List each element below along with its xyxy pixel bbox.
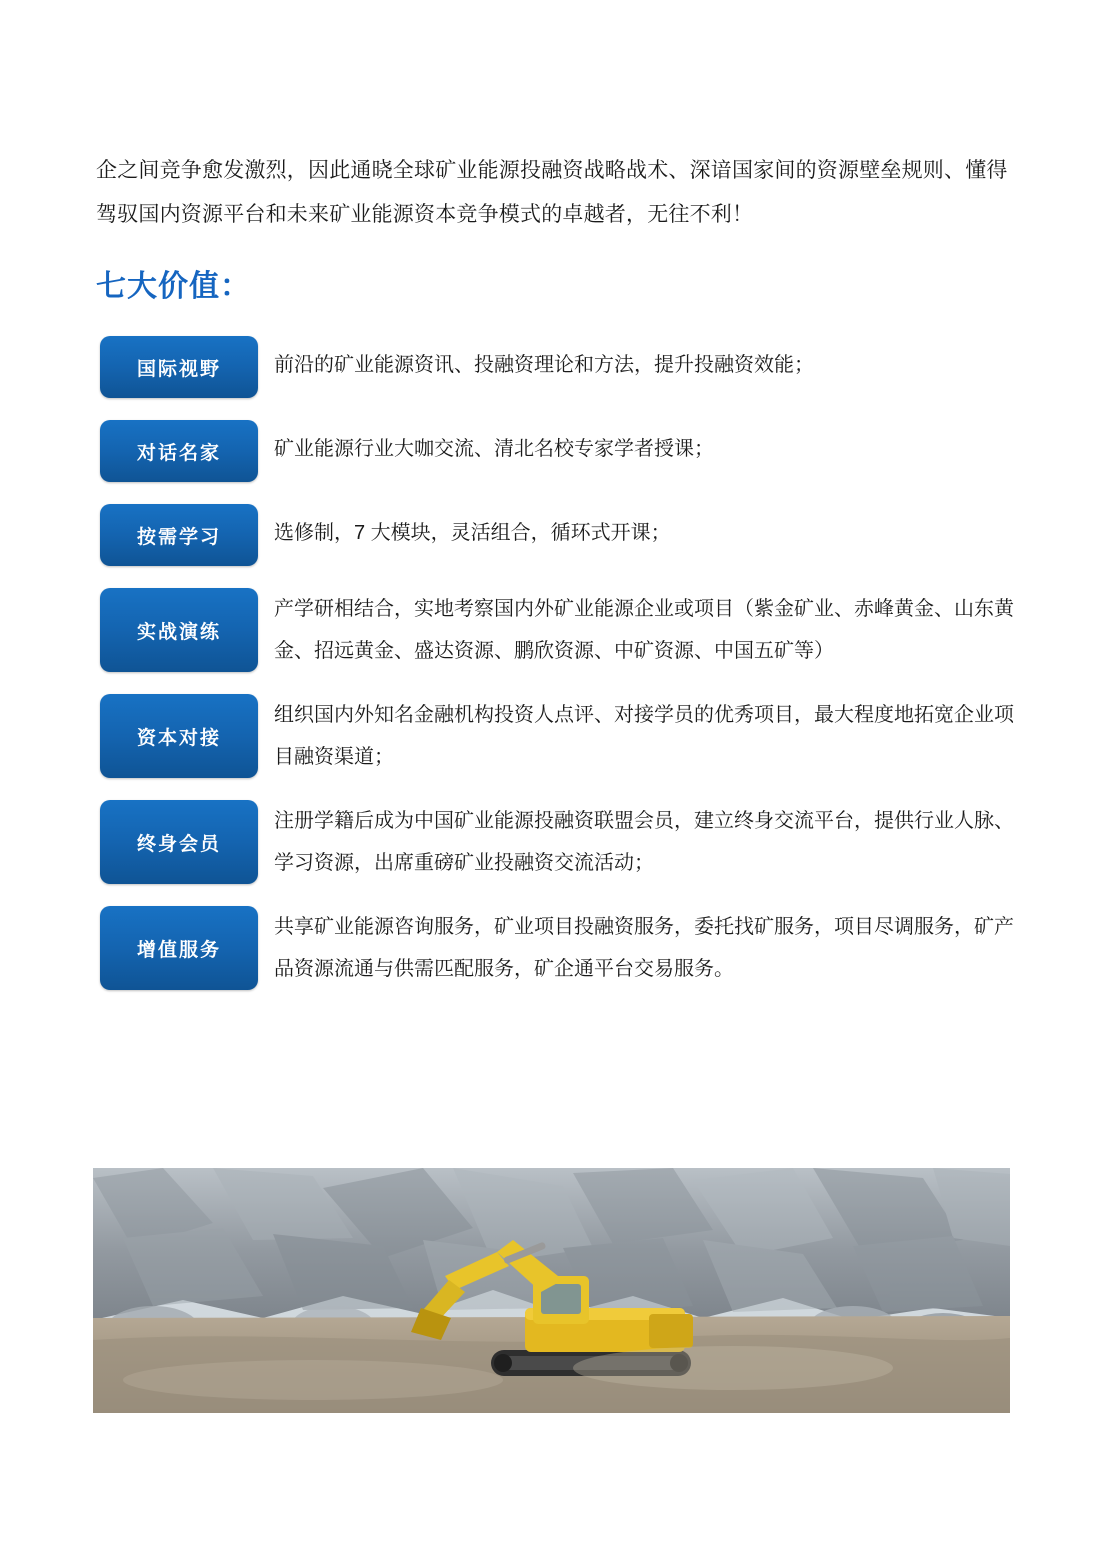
value-description: 组织国内外知名金融机构投资人点评、对接学员的优秀项目，最大程度地拓宽企业项目融资渠道； (274, 704, 1014, 768)
value-description: 产学研相结合，实地考察国内外矿业能源企业或项目（紫金矿业、赤峰黄金、山东黄金、招远黄金、盛达资源、鹏欣资源、中矿资源、中国五矿等） (274, 598, 1014, 662)
list-item (0, 800, 1102, 884)
value-badge-international-vision: 国际视野 (100, 336, 258, 398)
value-description: 共享矿业能源咨询服务，矿业项目投融资服务，委托找矿服务，项目尽调服务，矿产品资源流通与供需匹配服务，矿企通平台交易服务。 (274, 916, 1014, 980)
list-item (0, 906, 1102, 990)
value-description: 注册学籍后成为中国矿业能源投融资联盟会员，建立终身交流平台，提供行业人脉、学习资源，出席重磅矿业投融资交流活动； (274, 810, 1014, 874)
value-badge-practical-training: 实战演练 (100, 588, 258, 672)
list-item (0, 694, 1102, 778)
value-badge-on-demand-learning: 按需学习 (100, 504, 258, 566)
value-description: 矿业能源行业大咖交流、清北名校专家学者授课； (274, 438, 714, 460)
value-badge-lifetime-membership: 终身会员 (100, 800, 258, 884)
intro-paragraph: 企之间竞争愈发激烈，因此通晓全球矿业能源投融资战略战术、深谙国家间的资源壁垒规则、懂得驾驭国内资源平台和未来矿业能源资本竞争模式的卓越者，无往不利！ (96, 159, 1008, 226)
list-item (0, 336, 1102, 398)
value-badge-capital-matching: 资本对接 (100, 694, 258, 778)
page-title: 七大价值： (96, 269, 251, 303)
excavator-quarry-photo (93, 1168, 1010, 1413)
value-description: 前沿的矿业能源资讯、投融资理论和方法，提升投融资效能； (274, 354, 814, 376)
value-list (0, 336, 1102, 1012)
value-badge-value-added-services: 增值服务 (100, 906, 258, 990)
list-item (0, 504, 1102, 566)
value-badge-dialogue-experts: 对话名家 (100, 420, 258, 482)
list-item (0, 420, 1102, 482)
value-description: 选修制，7 大模块，灵活组合，循环式开课； (274, 522, 671, 544)
list-item (0, 588, 1102, 672)
